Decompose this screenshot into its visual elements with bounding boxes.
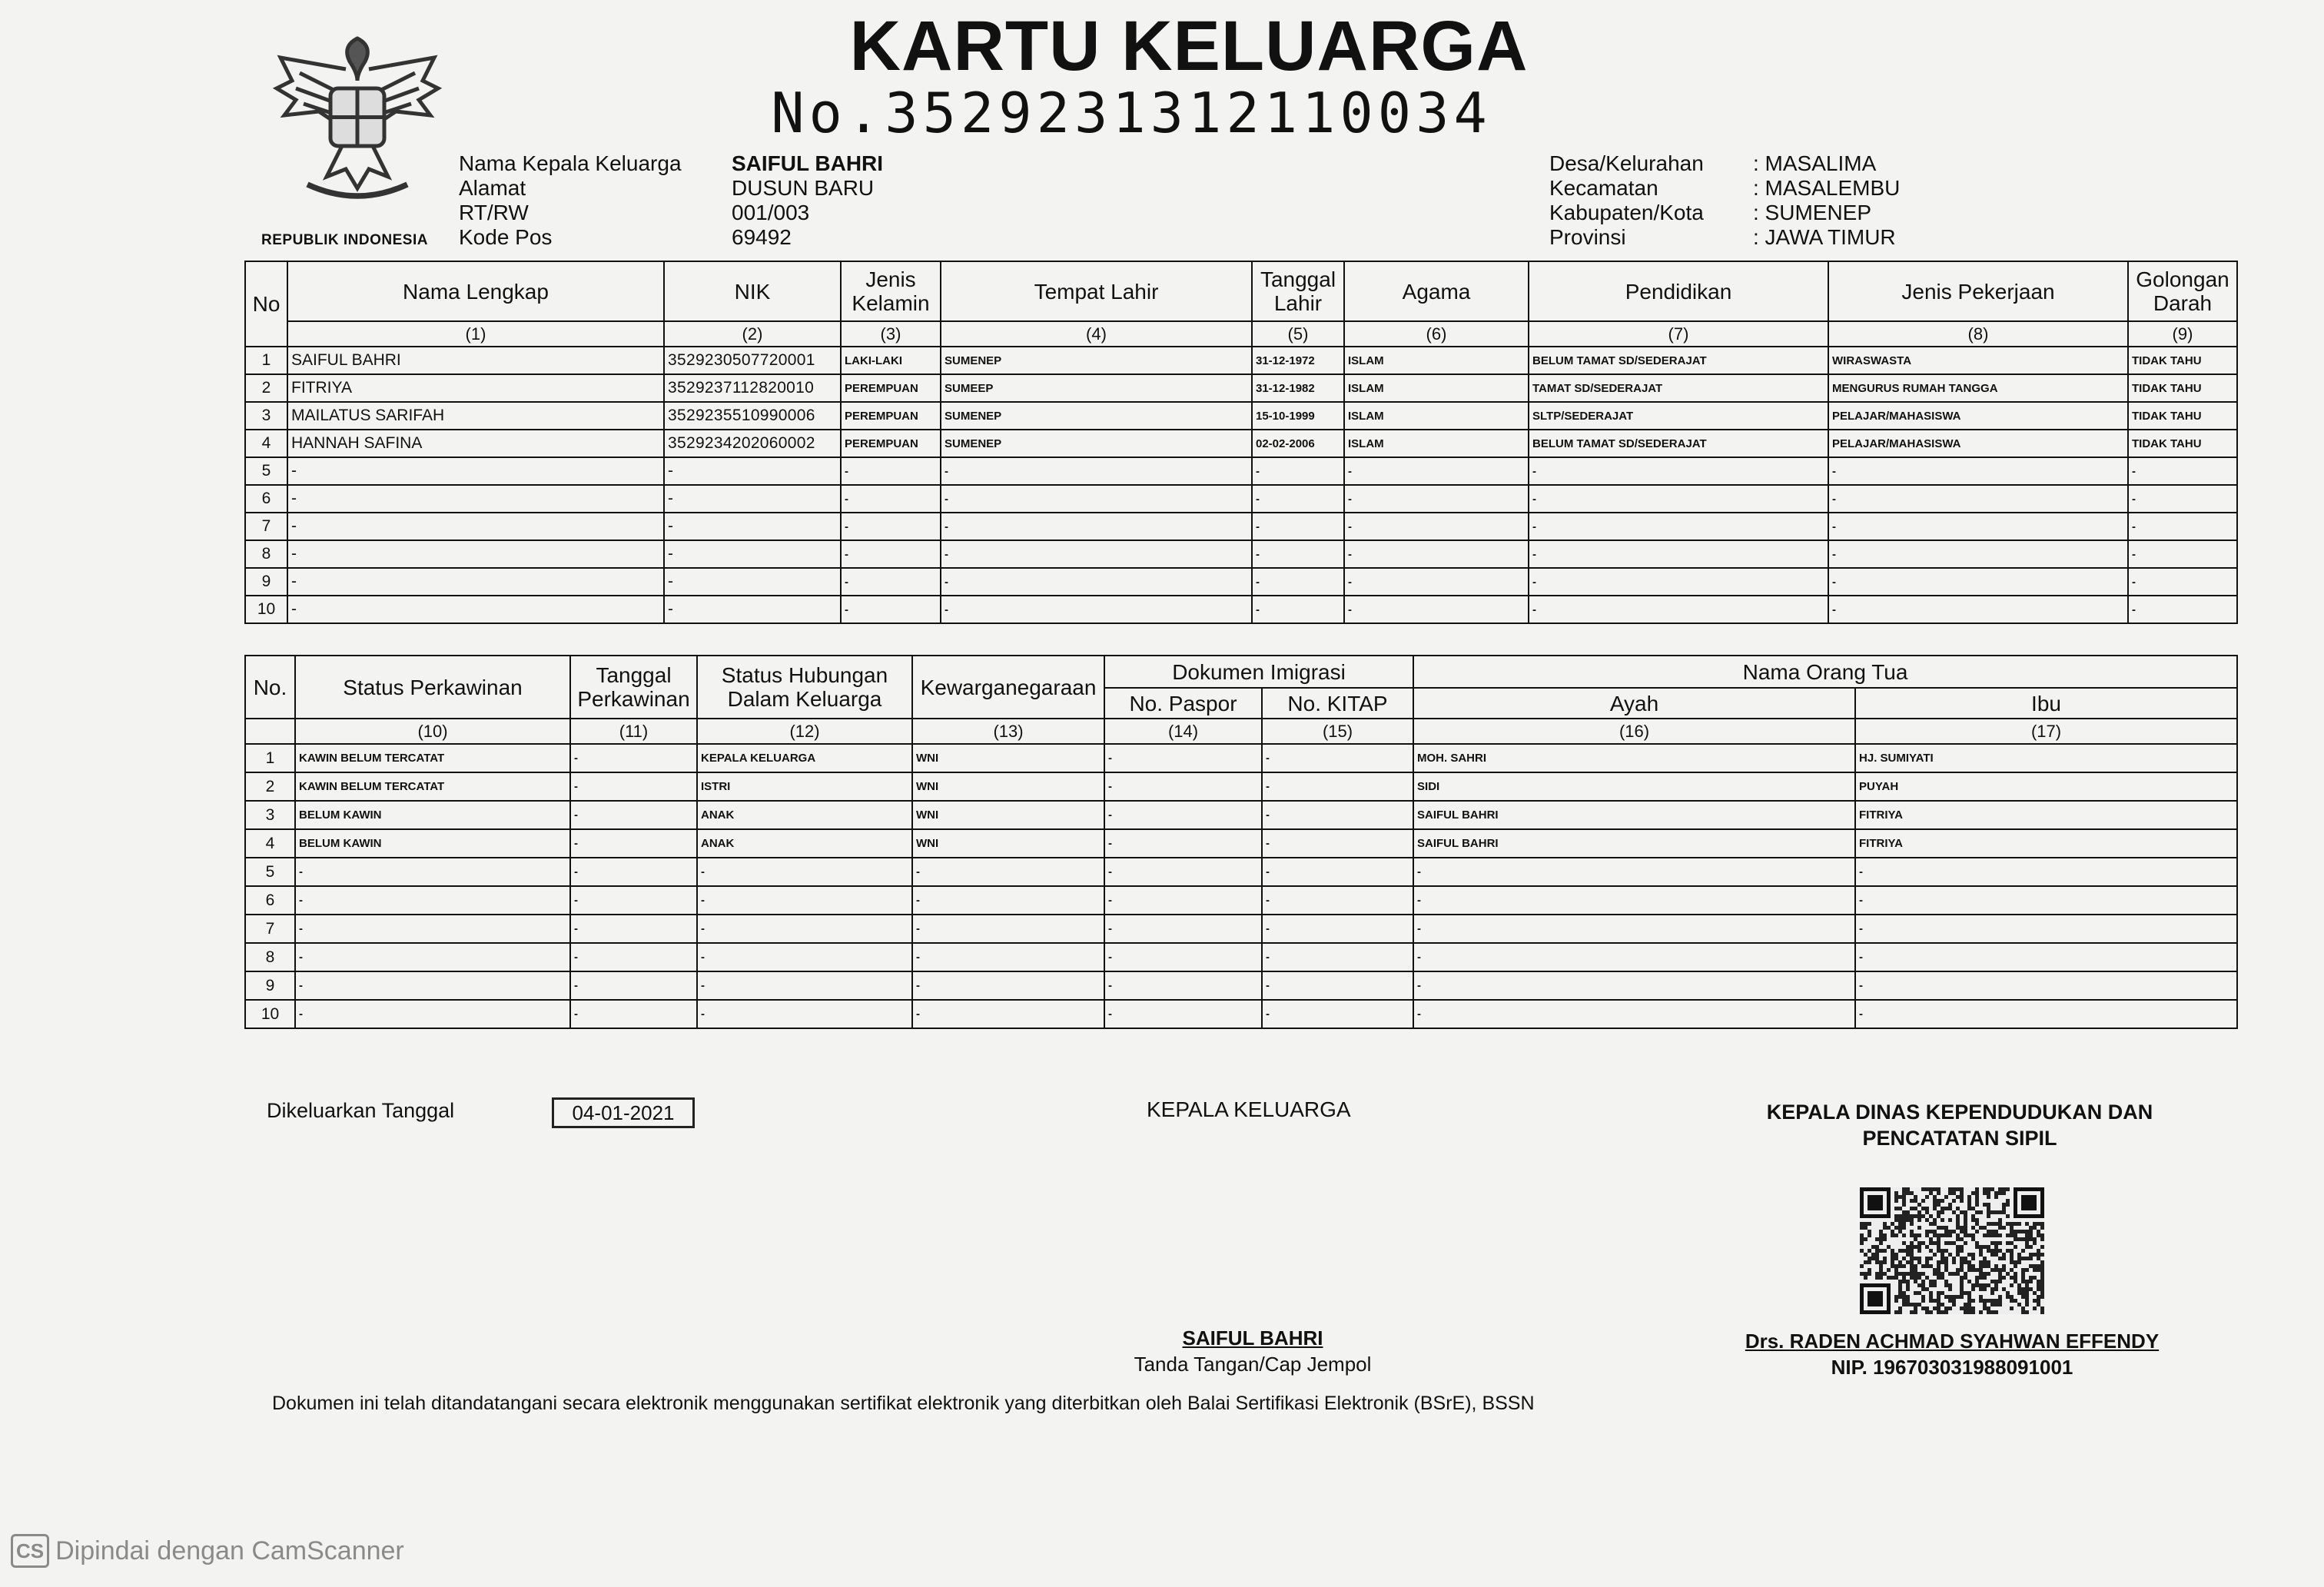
header-value: : JAWA TIMUR: [1753, 225, 1896, 249]
cell-no: 2: [245, 374, 287, 402]
cell-ayah: -: [1413, 858, 1855, 886]
cell-wn: -: [912, 886, 1104, 915]
issued-date: 04-01-2021: [552, 1097, 695, 1128]
cell-hub: -: [697, 886, 912, 915]
col-header-ibu: Ibu: [1855, 688, 2237, 719]
cell-jk: -: [841, 568, 941, 596]
cell-darah: -: [2128, 596, 2237, 623]
cell-no: 6: [245, 886, 295, 915]
cell-wn: -: [912, 858, 1104, 886]
cell-pendidikan: -: [1529, 568, 1828, 596]
col-header-tanggal-perkawinan: Tanggal Perkawinan: [570, 656, 697, 719]
table-row: [245, 801, 2237, 829]
header-label: RT/RW: [459, 201, 529, 224]
cell-kitap: -: [1262, 886, 1413, 915]
cell-wn: -: [912, 943, 1104, 971]
cell-ayah: SAIFUL BAHRI: [1413, 829, 1855, 858]
cell-ayah: -: [1413, 971, 1855, 1000]
cell-jk: -: [841, 513, 941, 540]
table-row: [245, 772, 2237, 801]
cell-tempat: -: [941, 485, 1252, 513]
cell-jk: PEREMPUAN: [841, 402, 941, 430]
cell-jk: LAKI-LAKI: [841, 347, 941, 374]
cell-agama: -: [1344, 540, 1529, 568]
cell-ayah: MOH. SAHRI: [1413, 744, 1855, 772]
col-header-status-perkawinan: Status Perkawinan: [295, 656, 570, 719]
cell-nik: 3529235510990006: [664, 402, 841, 430]
cell-tgl: -: [570, 858, 697, 886]
cell-kitap: -: [1262, 772, 1413, 801]
kepala-keluarga-signature: [1122, 1325, 1383, 1377]
cell-tgl: 02-02-2006: [1252, 430, 1344, 457]
cell-tgl: -: [1252, 457, 1344, 485]
cell-pendidikan: -: [1529, 457, 1828, 485]
cell-status: -: [295, 971, 570, 1000]
cell-pekerjaan: -: [1828, 540, 2128, 568]
cell-tempat: SUMENEP: [941, 347, 1252, 374]
col-index: (1): [287, 321, 664, 347]
col-header-kitap: No. KITAP: [1262, 688, 1413, 719]
cell-nama: -: [287, 513, 664, 540]
header-label: Desa/Kelurahan: [1549, 151, 1704, 175]
cell-nama: MAILATUS SARIFAH: [287, 402, 664, 430]
cell-jk: -: [841, 485, 941, 513]
cell-tgl: 31-12-1972: [1252, 347, 1344, 374]
cell-hub: ANAK: [697, 801, 912, 829]
col-index: (3): [841, 321, 941, 347]
header-left: [459, 151, 883, 250]
col-index: (10): [295, 719, 570, 744]
cell-darah: TIDAK TAHU: [2128, 430, 2237, 457]
cell-wn: -: [912, 1000, 1104, 1028]
cell-nik: -: [664, 457, 841, 485]
cell-ayah: -: [1413, 1000, 1855, 1028]
cell-pendidikan: BELUM TAMAT SD/SEDERAJAT: [1529, 430, 1828, 457]
cell-hub: -: [697, 1000, 912, 1028]
family-members-table: [244, 261, 2238, 624]
cell-jk: -: [841, 540, 941, 568]
table-row: [245, 568, 2237, 596]
col-index: (7): [1529, 321, 1828, 347]
cell-agama: ISLAM: [1344, 402, 1529, 430]
cell-kitap: -: [1262, 943, 1413, 971]
cell-ibu: -: [1855, 971, 2237, 1000]
cell-pendidikan: BELUM TAMAT SD/SEDERAJAT: [1529, 347, 1828, 374]
cell-paspor: -: [1104, 829, 1262, 858]
camscanner-text: Dipindai dengan CamScanner: [55, 1536, 404, 1565]
cell-wn: -: [912, 915, 1104, 943]
col-index: (4): [941, 321, 1252, 347]
cell-nik: 3529230507720001: [664, 347, 841, 374]
official-name: Drs. RADEN ACHMAD SYAHWAN EFFENDY: [1745, 1330, 2160, 1353]
header-label: Kode Pos: [459, 225, 553, 249]
cell-pendidikan: -: [1529, 540, 1828, 568]
cell-pekerjaan: WIRASWASTA: [1828, 347, 2128, 374]
cell-hub: -: [697, 915, 912, 943]
cell-pendidikan: -: [1529, 513, 1828, 540]
cell-status: -: [295, 858, 570, 886]
cell-no: 10: [245, 1000, 295, 1028]
cell-status: BELUM KAWIN: [295, 801, 570, 829]
col-header-tempat-lahir: Tempat Lahir: [941, 261, 1252, 321]
kepala-keluarga-label: KEPALA KELUARGA: [1147, 1097, 1351, 1121]
signer-name: SAIFUL BAHRI: [1182, 1326, 1323, 1350]
cell-no: 5: [245, 858, 295, 886]
table-row: [245, 540, 2237, 568]
cell-nik: -: [664, 540, 841, 568]
cell-hub: ANAK: [697, 829, 912, 858]
cell-no: 3: [245, 801, 295, 829]
header-value: : MASALEMBU: [1753, 176, 1901, 200]
cell-nama: -: [287, 457, 664, 485]
col-header-kewarganegaraan: Kewarganegaraan: [912, 656, 1104, 719]
cell-nik: -: [664, 485, 841, 513]
cell-nik: -: [664, 513, 841, 540]
cell-no: 4: [245, 430, 287, 457]
cell-status: BELUM KAWIN: [295, 829, 570, 858]
col-index: (11): [570, 719, 697, 744]
header-label: Alamat: [459, 176, 526, 200]
cell-paspor: -: [1104, 971, 1262, 1000]
official-nip: NIP. 196703031988091001: [1831, 1356, 2073, 1379]
cell-ibu: PUYAH: [1855, 772, 2237, 801]
cell-status: -: [295, 1000, 570, 1028]
cell-ibu: -: [1855, 1000, 2237, 1028]
cell-paspor: -: [1104, 801, 1262, 829]
cell-no: 7: [245, 513, 287, 540]
cell-tgl: -: [570, 971, 697, 1000]
header-label: Kabupaten/Kota: [1549, 201, 1704, 224]
cell-tgl: 15-10-1999: [1252, 402, 1344, 430]
cell-tempat: SUMENEP: [941, 430, 1252, 457]
cell-wn: WNI: [912, 744, 1104, 772]
cell-darah: TIDAK TAHU: [2128, 347, 2237, 374]
cell-nama: -: [287, 540, 664, 568]
cell-status: -: [295, 886, 570, 915]
cell-pekerjaan: -: [1828, 568, 2128, 596]
col-index: (8): [1828, 321, 2128, 347]
cell-agama: -: [1344, 568, 1529, 596]
cell-jk: -: [841, 457, 941, 485]
cell-nama: -: [287, 485, 664, 513]
cell-ibu: -: [1855, 915, 2237, 943]
cell-paspor: -: [1104, 943, 1262, 971]
cell-tgl: -: [1252, 485, 1344, 513]
cell-pekerjaan: -: [1828, 485, 2128, 513]
cell-nama: SAIFUL BAHRI: [287, 347, 664, 374]
cell-pekerjaan: -: [1828, 513, 2128, 540]
cell-kitap: -: [1262, 915, 1413, 943]
cell-no: 2: [245, 772, 295, 801]
cell-darah: TIDAK TAHU: [2128, 374, 2237, 402]
cell-ayah: SIDI: [1413, 772, 1855, 801]
table-row: [245, 915, 2237, 943]
cell-tgl: -: [1252, 540, 1344, 568]
col-header-nama-orang-tua: Nama Orang Tua: [1413, 656, 2237, 688]
cell-no: 1: [245, 347, 287, 374]
kk-number-label: No.: [771, 81, 885, 145]
cell-darah: -: [2128, 457, 2237, 485]
col-index: (12): [697, 719, 912, 744]
cell-agama: -: [1344, 457, 1529, 485]
header-value: DUSUN BARU: [732, 176, 875, 200]
header-value: 001/003: [732, 201, 810, 224]
cell-kitap: -: [1262, 829, 1413, 858]
cell-tgl: -: [570, 801, 697, 829]
table-row: [245, 402, 2237, 430]
cell-status: -: [295, 943, 570, 971]
cell-agama: ISLAM: [1344, 374, 1529, 402]
cell-agama: -: [1344, 513, 1529, 540]
cell-kitap: -: [1262, 858, 1413, 886]
cell-pendidikan: SLTP/SEDERAJAT: [1529, 402, 1828, 430]
cell-pendidikan: -: [1529, 485, 1828, 513]
cell-tempat: -: [941, 568, 1252, 596]
cell-wn: -: [912, 971, 1104, 1000]
cell-tgl: -: [570, 744, 697, 772]
table-row: [245, 485, 2237, 513]
header-value: : MASALIMA: [1753, 151, 1877, 175]
document-title: KARTU KELUARGA: [849, 7, 1529, 85]
cell-tgl: -: [570, 915, 697, 943]
table-row: [245, 971, 2237, 1000]
cell-agama: ISLAM: [1344, 430, 1529, 457]
cell-no: 8: [245, 943, 295, 971]
table-row: [245, 374, 2237, 402]
cell-no: 5: [245, 457, 287, 485]
cell-no: 8: [245, 540, 287, 568]
cell-agama: ISLAM: [1344, 347, 1529, 374]
cell-ibu: -: [1855, 886, 2237, 915]
dinas-title-line: KEPALA DINAS KEPENDUDUKAN DAN: [1766, 1101, 2153, 1124]
col-header-pendidikan: Pendidikan: [1529, 261, 1828, 321]
col-header-ayah: Ayah: [1413, 688, 1855, 719]
cell-no: 9: [245, 568, 287, 596]
cell-paspor: -: [1104, 1000, 1262, 1028]
col-header-no: No.: [245, 656, 295, 719]
cell-no: 4: [245, 829, 295, 858]
marital-parents-table: [244, 655, 2238, 1029]
cell-agama: -: [1344, 485, 1529, 513]
table-row: [245, 347, 2237, 374]
col-index: (14): [1104, 719, 1262, 744]
cell-nama: FITRIYA: [287, 374, 664, 402]
header-value: 69492: [732, 225, 792, 249]
cell-tempat: -: [941, 513, 1252, 540]
cell-tgl: -: [570, 772, 697, 801]
garuda-emblem-icon: [261, 23, 453, 215]
cell-nik: -: [664, 596, 841, 623]
cell-pekerjaan: -: [1828, 596, 2128, 623]
cell-tempat: -: [941, 596, 1252, 623]
cell-nama: -: [287, 596, 664, 623]
qr-code-icon: [1860, 1187, 2044, 1314]
camscanner-watermark: [11, 1534, 404, 1568]
cell-tgl: 31-12-1982: [1252, 374, 1344, 402]
col-header-status-hubungan: Status Hubungan Dalam Keluarga: [697, 656, 912, 719]
cell-tempat: SUMENEP: [941, 402, 1252, 430]
cell-tgl: -: [570, 829, 697, 858]
cell-tgl: -: [1252, 513, 1344, 540]
header-value: SAIFUL BAHRI: [732, 151, 884, 175]
cell-ibu: HJ. SUMIYATI: [1855, 744, 2237, 772]
cell-hub: -: [697, 943, 912, 971]
disclaimer: Dokumen ini telah ditandatangani secara elektronik menggunakan sertifikat elektronik yang diterbitkan oleh Balai Sertifikasi Elektronik (BSrE), BSSN: [272, 1393, 1535, 1414]
col-header-no: No: [245, 261, 287, 347]
cell-jk: PEREMPUAN: [841, 430, 941, 457]
kk-number-value: 3529231312110034: [885, 81, 1492, 145]
cell-jk: PEREMPUAN: [841, 374, 941, 402]
cell-paspor: -: [1104, 915, 1262, 943]
header-label: Nama Kepala Keluarga: [459, 151, 682, 175]
cell-no: 3: [245, 402, 287, 430]
cell-wn: WNI: [912, 772, 1104, 801]
cell-pekerjaan: -: [1828, 457, 2128, 485]
table-row: [245, 513, 2237, 540]
table-row: [245, 596, 2237, 623]
cell-status: -: [295, 915, 570, 943]
cell-ibu: -: [1855, 858, 2237, 886]
cell-nama: HANNAH SAFINA: [287, 430, 664, 457]
cell-agama: -: [1344, 596, 1529, 623]
table-row: [245, 430, 2237, 457]
cell-tempat: -: [941, 540, 1252, 568]
cell-no: 1: [245, 744, 295, 772]
cell-hub: -: [697, 971, 912, 1000]
table-row: [245, 744, 2237, 772]
col-header-dokumen-imigrasi: Dokumen Imigrasi: [1104, 656, 1413, 688]
dinas-title-line: PENCATATAN SIPIL: [1862, 1127, 2057, 1150]
dinas-title: [1745, 1099, 2175, 1151]
cell-ayah: -: [1413, 943, 1855, 971]
cell-nik: 3529237112820010: [664, 374, 841, 402]
signer-caption: Tanda Tangan/Cap Jempol: [1134, 1353, 1372, 1376]
cell-no: 9: [245, 971, 295, 1000]
cell-status: KAWIN BELUM TERCATAT: [295, 772, 570, 801]
table-row: [245, 457, 2237, 485]
cell-paspor: -: [1104, 744, 1262, 772]
col-index: (16): [1413, 719, 1855, 744]
cell-pendidikan: TAMAT SD/SEDERAJAT: [1529, 374, 1828, 402]
col-index: (17): [1855, 719, 2237, 744]
cell-ayah: -: [1413, 915, 1855, 943]
cell-hub: -: [697, 858, 912, 886]
cell-pekerjaan: PELAJAR/MAHASISWA: [1828, 402, 2128, 430]
cell-kitap: -: [1262, 801, 1413, 829]
cell-ayah: SAIFUL BAHRI: [1413, 801, 1855, 829]
col-header-agama: Agama: [1344, 261, 1529, 321]
cell-tempat: -: [941, 457, 1252, 485]
cell-wn: WNI: [912, 829, 1104, 858]
cell-darah: TIDAK TAHU: [2128, 402, 2237, 430]
cell-tgl: -: [570, 886, 697, 915]
cell-tgl: -: [570, 1000, 697, 1028]
table-row: [245, 886, 2237, 915]
table-row: [245, 858, 2237, 886]
cell-kitap: -: [1262, 744, 1413, 772]
col-index: (13): [912, 719, 1104, 744]
cell-pekerjaan: MENGURUS RUMAH TANGGA: [1828, 374, 2128, 402]
table-row: [245, 829, 2237, 858]
cell-ayah: -: [1413, 886, 1855, 915]
cell-no: 7: [245, 915, 295, 943]
cell-status: KAWIN BELUM TERCATAT: [295, 744, 570, 772]
col-header-paspor: No. Paspor: [1104, 688, 1262, 719]
col-header-nik: NIK: [664, 261, 841, 321]
cell-kitap: -: [1262, 971, 1413, 1000]
header-label: Kecamatan: [1549, 176, 1658, 200]
col-header-pekerjaan: Jenis Pekerjaan: [1828, 261, 2128, 321]
camscanner-logo-icon: CS: [11, 1534, 49, 1568]
cell-tgl: -: [1252, 596, 1344, 623]
cell-darah: -: [2128, 485, 2237, 513]
emblem-caption: REPUBLIK INDONESIA: [261, 232, 428, 248]
cell-wn: WNI: [912, 801, 1104, 829]
col-index: (9): [2128, 321, 2237, 347]
cell-paspor: -: [1104, 858, 1262, 886]
cell-tgl: -: [570, 943, 697, 971]
cell-tempat: SUMEEP: [941, 374, 1252, 402]
cell-ibu: FITRIYA: [1855, 829, 2237, 858]
cell-jk: -: [841, 596, 941, 623]
cell-no: 6: [245, 485, 287, 513]
col-header-nama: Nama Lengkap: [287, 261, 664, 321]
cell-nik: -: [664, 568, 841, 596]
col-index: (6): [1344, 321, 1529, 347]
cell-ibu: FITRIYA: [1855, 801, 2237, 829]
cell-tgl: -: [1252, 568, 1344, 596]
col-index: (2): [664, 321, 841, 347]
table-row: [245, 1000, 2237, 1028]
col-index: (15): [1262, 719, 1413, 744]
header-value: : SUMENEP: [1753, 201, 1872, 224]
cell-hub: KEPALA KELUARGA: [697, 744, 912, 772]
cell-paspor: -: [1104, 772, 1262, 801]
cell-no: 10: [245, 596, 287, 623]
cell-kitap: -: [1262, 1000, 1413, 1028]
header-right: [1549, 151, 1900, 250]
cell-darah: -: [2128, 513, 2237, 540]
official-signature: [1721, 1328, 2183, 1380]
col-index: (5): [1252, 321, 1344, 347]
col-header-golongan-darah: Golongan Darah: [2128, 261, 2237, 321]
cell-hub: ISTRI: [697, 772, 912, 801]
cell-darah: -: [2128, 540, 2237, 568]
header-label: Provinsi: [1549, 225, 1626, 249]
cell-pendidikan: -: [1529, 596, 1828, 623]
table-row: [245, 943, 2237, 971]
col-header-tanggal-lahir: Tanggal Lahir: [1252, 261, 1344, 321]
issued-label: Dikeluarkan Tanggal: [267, 1099, 455, 1122]
cell-nik: 3529234202060002: [664, 430, 841, 457]
col-header-jenis-kelamin: Jenis Kelamin: [841, 261, 941, 321]
cell-darah: -: [2128, 568, 2237, 596]
cell-paspor: -: [1104, 886, 1262, 915]
cell-pekerjaan: PELAJAR/MAHASISWA: [1828, 430, 2128, 457]
cell-ibu: -: [1855, 943, 2237, 971]
cell-nama: -: [287, 568, 664, 596]
